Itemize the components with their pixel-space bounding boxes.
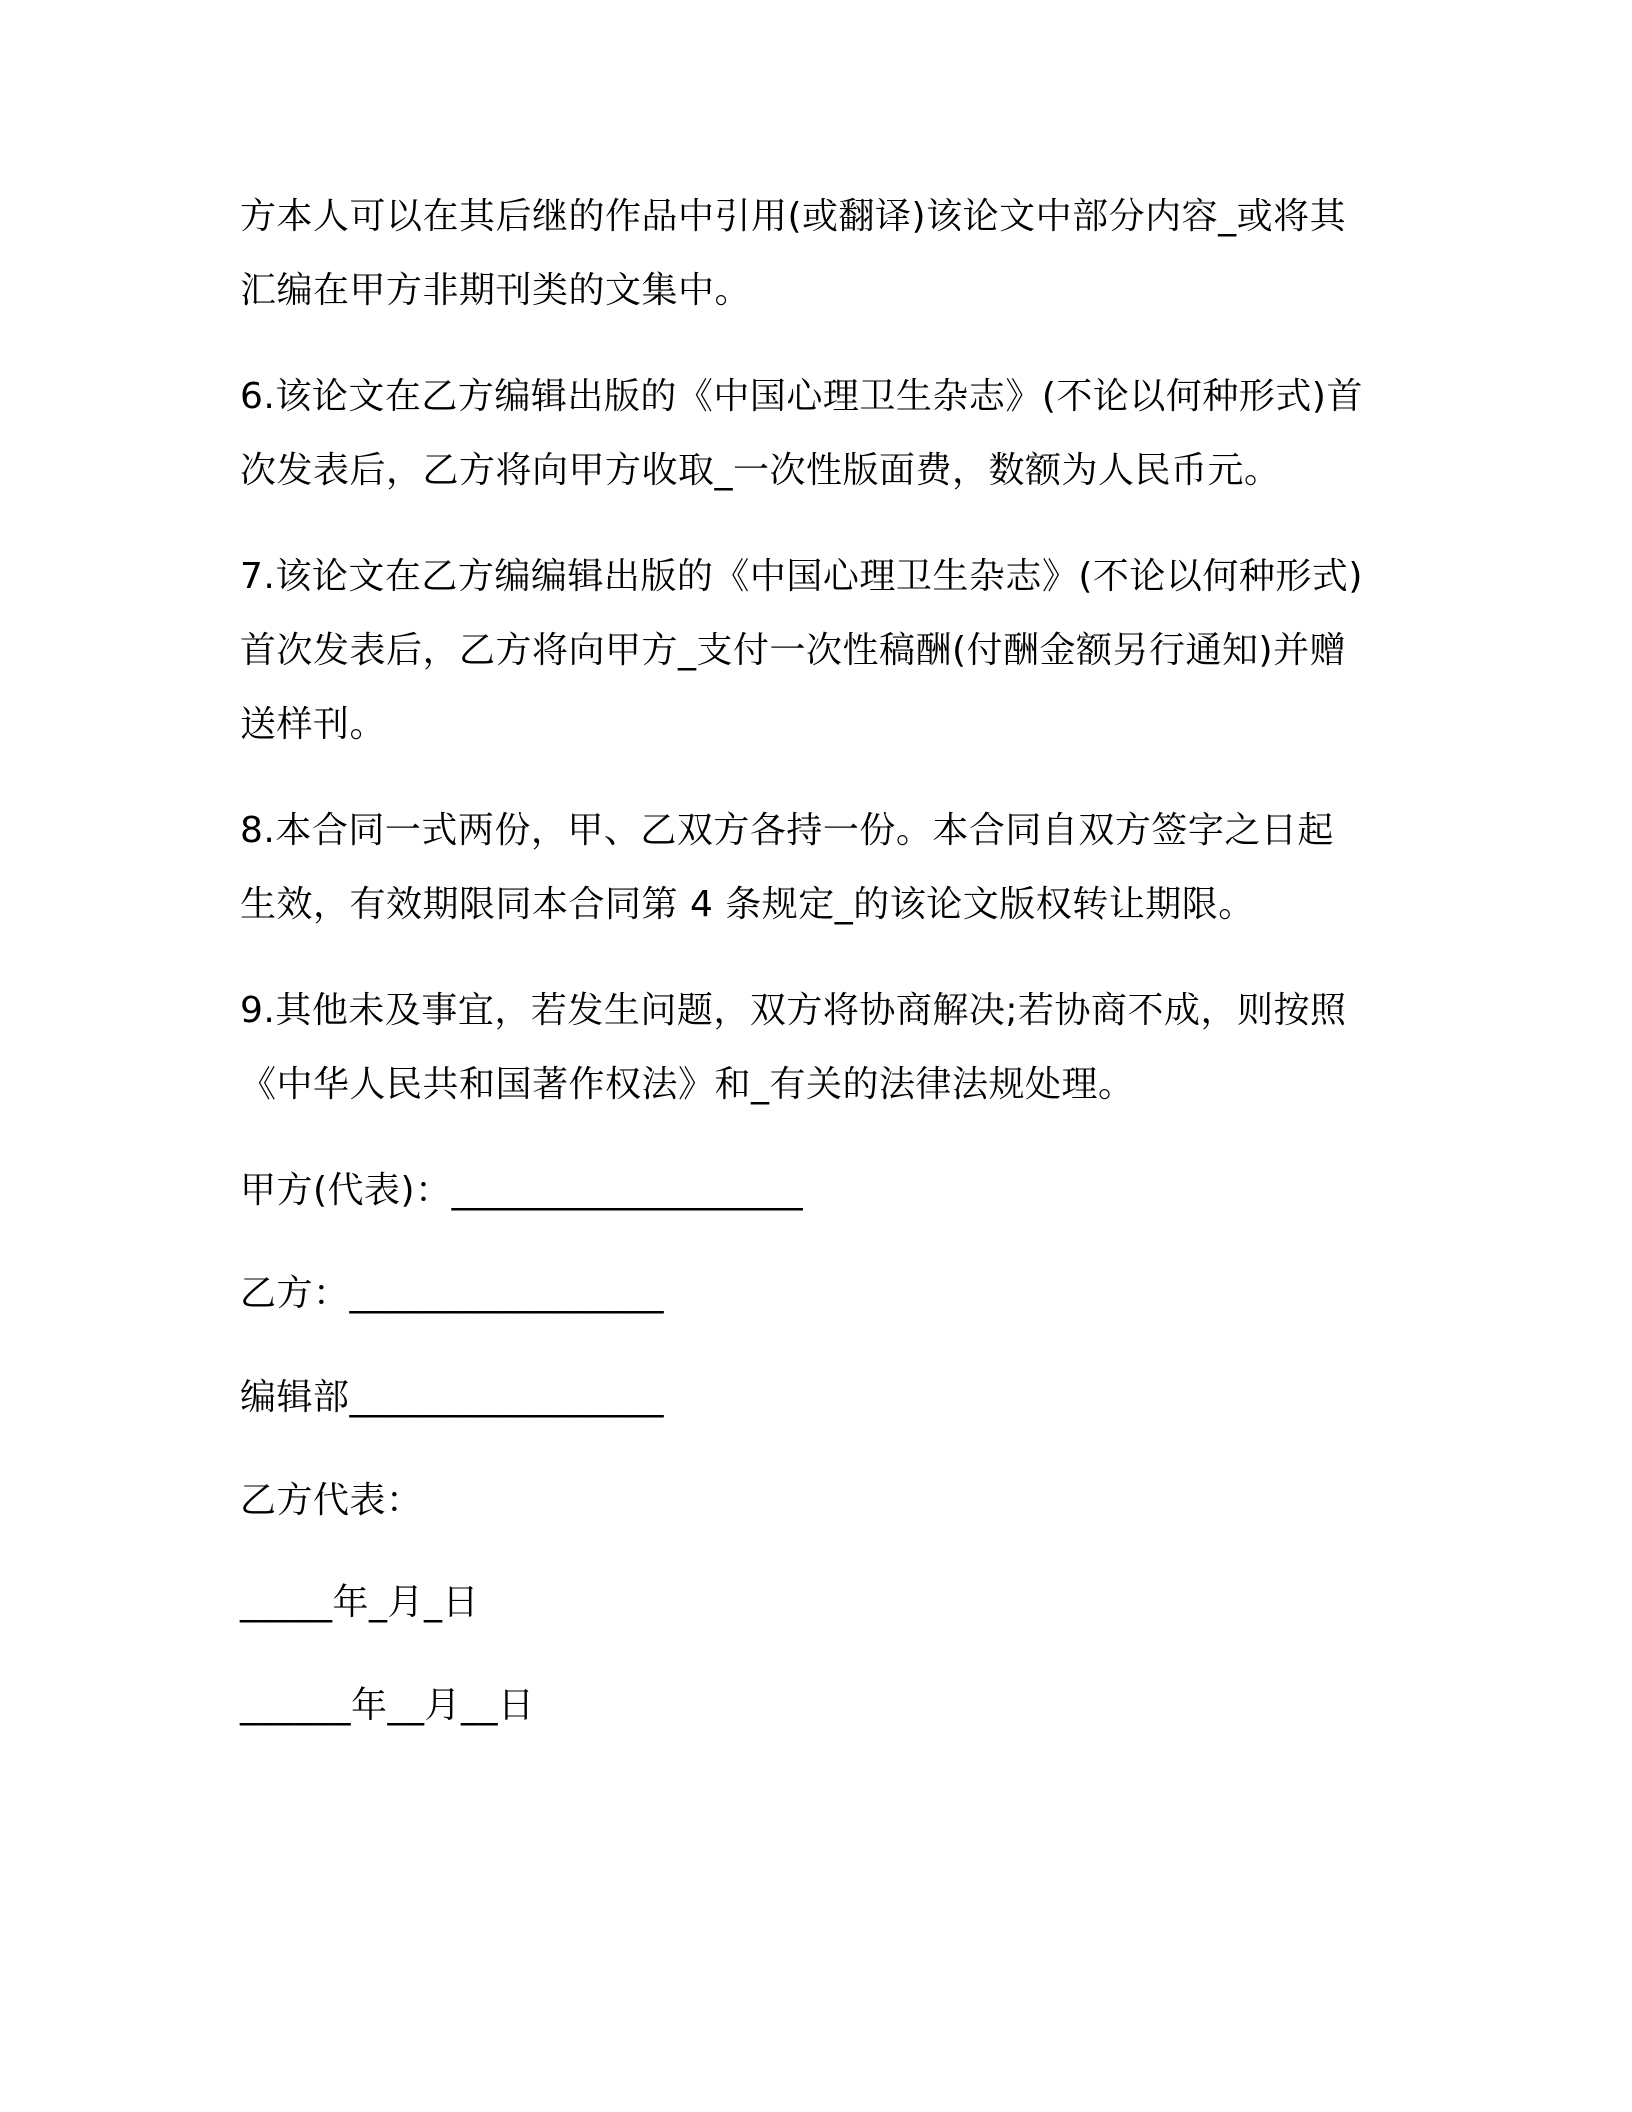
signature-party-a: 甲方(代表)：___________________ bbox=[240, 1170, 804, 1211]
clause-7-line-1: 7.该论文在乙方编编辑出版的《中国心理卫生杂志》(不论以何种形式) bbox=[240, 556, 1363, 597]
clause-9-line-1: 9.其他未及事宜，若发生问题，双方将协商解决;若协商不成，则按照 bbox=[240, 990, 1347, 1031]
clause-8-line-1: 8.本合同一式两份，甲、乙双方各持一份。本合同自双方签字之日起 bbox=[240, 810, 1334, 851]
clause-5-line-2: 汇编在甲方非期刊类的文集中。 bbox=[240, 270, 752, 311]
clause-7-line-3: 送样刊。 bbox=[240, 704, 387, 745]
date-line-1: _____年_月_日 bbox=[240, 1582, 480, 1623]
clause-8-line-2: 生效，有效期限同本合同第 4 条规定_的该论文版权转让期限。 bbox=[240, 884, 1255, 925]
signature-party-b: 乙方：_________________ bbox=[240, 1273, 665, 1314]
clause-6-line-1: 6.该论文在乙方编辑出版的《中国心理卫生杂志》(不论以何种形式)首 bbox=[240, 376, 1363, 417]
signature-party-b-rep: 乙方代表： bbox=[240, 1480, 423, 1521]
signature-editorial-dept: 编辑部_________________ bbox=[240, 1377, 665, 1418]
clause-7-line-2: 首次发表后，乙方将向甲方_支付一次性稿酬(付酬金额另行通知)并赠 bbox=[240, 630, 1347, 671]
date-line-2: ______年__月__日 bbox=[240, 1685, 535, 1726]
clause-6-line-2: 次发表后，乙方将向甲方收取_一次性版面费，数额为人民币元。 bbox=[240, 450, 1281, 491]
clause-5-line-1: 方本人可以在其后继的作品中引用(或翻译)该论文中部分内容_或将其 bbox=[240, 196, 1347, 237]
clause-9-line-2: 《中华人民共和国著作权法》和_有关的法律法规处理。 bbox=[240, 1064, 1135, 1105]
